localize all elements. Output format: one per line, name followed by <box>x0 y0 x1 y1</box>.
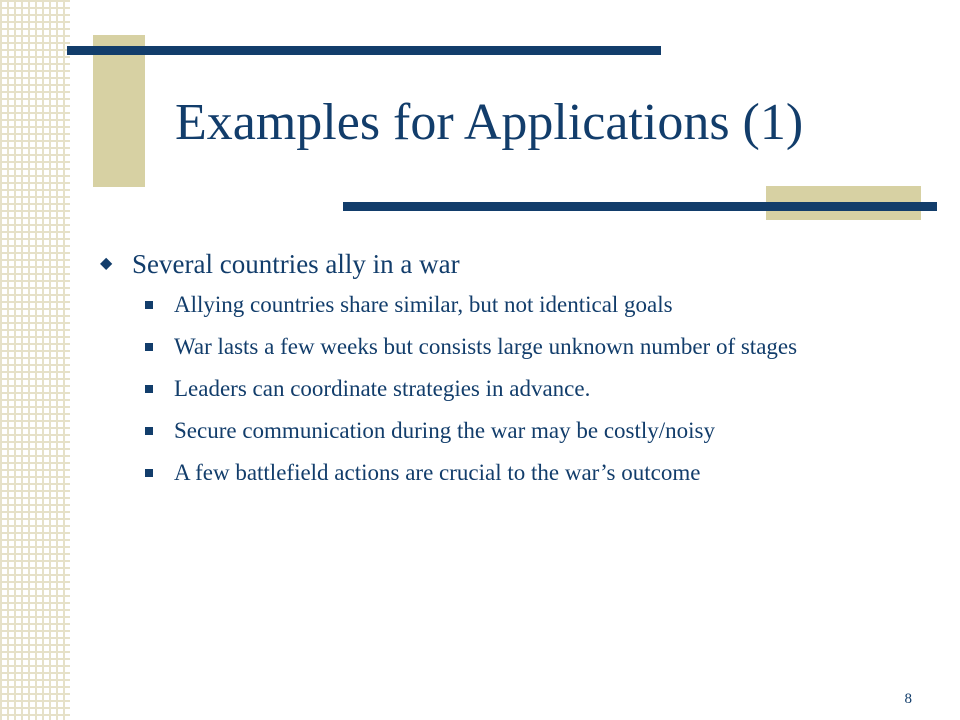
left-stripe-border <box>0 0 70 720</box>
page-number: 8 <box>904 691 912 707</box>
bullet-level1 <box>100 246 930 282</box>
square-bullet-icon <box>145 301 153 309</box>
bullet-level2 <box>100 372 930 406</box>
bullet-text: Allying countries share similar, but not identical goals <box>174 292 673 317</box>
square-bullet-icon <box>145 343 153 351</box>
square-bullet-icon <box>145 427 153 435</box>
title-accent-bar-top <box>67 46 661 55</box>
bullet-level2 <box>100 330 930 364</box>
bullet-text: Several countries ally in a war <box>132 249 460 279</box>
square-bullet-icon <box>145 385 153 393</box>
slide-content <box>100 246 930 498</box>
bullet-level2 <box>100 414 930 448</box>
bullet-text: Secure communication during the war may be costly/noisy <box>174 418 716 443</box>
bullet-text: A few battlefield actions are crucial to the war’s outcome <box>174 460 701 485</box>
slide-title: Examples for Applications (1) <box>175 94 804 151</box>
square-bullet-icon <box>145 469 153 477</box>
bullet-level2 <box>100 456 930 490</box>
title-accent-bar-bottom <box>343 202 937 211</box>
bullet-text: War lasts a few weeks but consists large unknown number of stages <box>174 334 798 359</box>
bullet-text: Leaders can coordinate strategies in advance. <box>174 376 591 401</box>
bullet-level2 <box>100 288 930 322</box>
title-accent-tan-vertical <box>93 35 145 187</box>
diamond-bullet-icon: ◆ <box>100 255 113 272</box>
